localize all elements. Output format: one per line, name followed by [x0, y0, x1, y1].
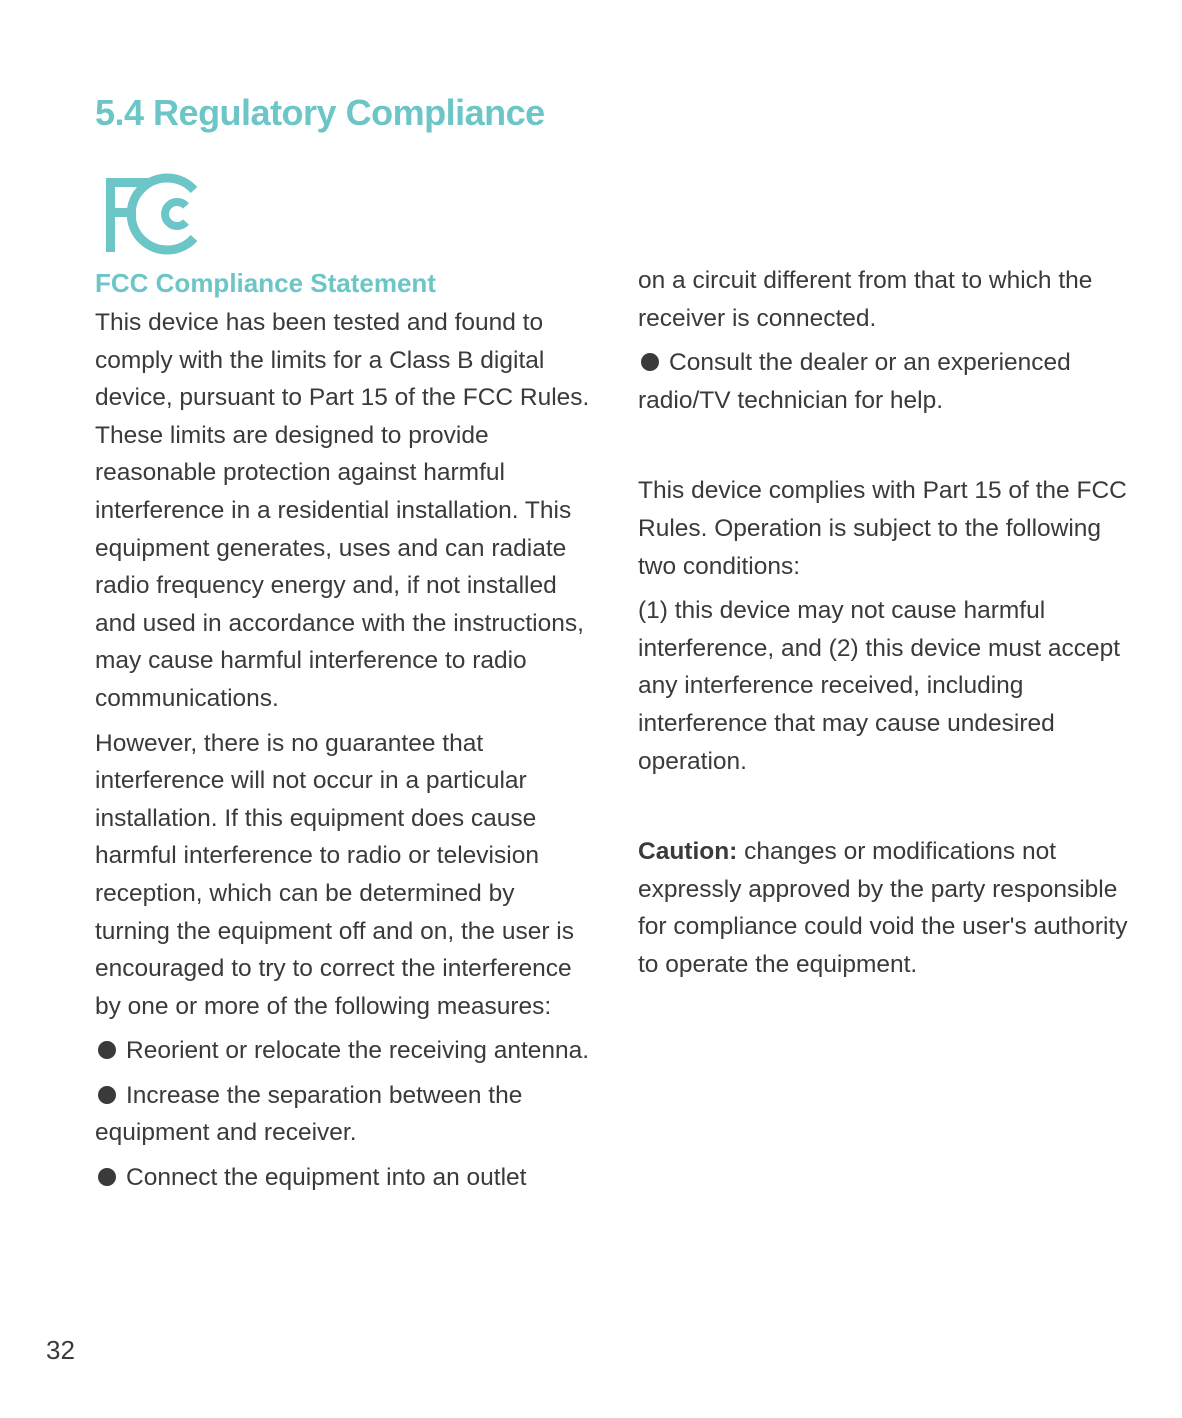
- bullet-icon: [98, 1168, 116, 1186]
- page-number: 32: [46, 1335, 75, 1365]
- bullet-icon: [641, 353, 659, 371]
- page-title: 5.4 Regulatory Compliance: [95, 92, 545, 133]
- bullet-icon: [98, 1041, 116, 1059]
- measure-text: Increase the separation between the equipment and receiver.: [95, 1081, 523, 1147]
- measure-item: [95, 1159, 590, 1197]
- right-column: [638, 262, 1138, 991]
- fcc-statement-heading: FCC Compliance Statement: [95, 268, 436, 298]
- fcc-logo: [104, 172, 204, 256]
- fcc-paragraph-1: This device has been tested and found to comply with the limits for a Class B digital device, pursuant to Part 15 of the FCC Rules. These limits are designed to provide reasonable protection against harmful interference in a residential installation. This equipment generates, uses and can radiate radio frequency energy and, if not installed and used in accordance with the instructions, may cause harmful interference to radio communications.: [95, 309, 590, 712]
- measure-text: Consult the dealer or an experienced radio/TV technician for help.: [638, 349, 1071, 414]
- fcc-paragraph-2: However, there is no guarantee that interference will not occur in a particular installation. If this equipment does cause harmful interference to radio or television reception, which can be determined by turning the equipment off and on, the user is encouraged to try to correct the interference by one or more of the following measures:: [95, 729, 574, 1020]
- measure-text: Connect the equipment into an outlet: [126, 1164, 527, 1192]
- left-column: [95, 262, 590, 1204]
- measure-item: [95, 1032, 590, 1070]
- measure-item: [95, 1077, 590, 1152]
- bullet-icon: [98, 1086, 116, 1104]
- fcc-paragraph-3: This device complies with Part 15 of the FCC Rules. Operation is subject to the following two conditions:: [638, 477, 1127, 580]
- measure-text: Reorient or relocate the receiving antenna.: [126, 1037, 590, 1065]
- measure-continuation: on a circuit different from that to which the receiver is connected.: [638, 267, 1093, 332]
- caution-paragraph: [638, 833, 1138, 983]
- measure-item: [638, 344, 1138, 419]
- caution-text: changes or modifications not expressly approved by the party responsible for compliance could void the user's authority to operate the equipment.: [638, 838, 1128, 978]
- caution-label: Caution:: [638, 838, 738, 866]
- fcc-paragraph-4: (1) this device may not cause harmful interference, and (2) this device must accept any interference received, including interference that may cause undesired operation.: [638, 597, 1121, 775]
